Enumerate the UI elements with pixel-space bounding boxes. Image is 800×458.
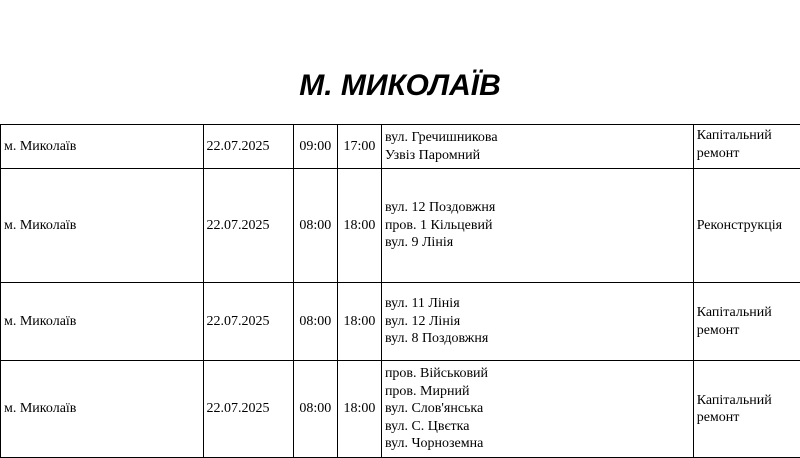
table-row [1, 361, 800, 458]
table-row [1, 283, 800, 361]
time-from-cell: 09:00 [293, 125, 337, 169]
date-cell: 22.07.2025 [203, 125, 293, 169]
street-item: вул. 12 Поздовжня [385, 199, 690, 217]
city-cell: м. Миколаїв [1, 169, 204, 283]
street-item: вул. С. Цвєтка [385, 418, 690, 436]
time-from-cell: 08:00 [293, 283, 337, 361]
work-type-cell: Капітальний ремонт [693, 283, 800, 361]
street-item: вул. 11 Лінія [385, 295, 690, 313]
work-type-cell: Капітальний ремонт [693, 125, 800, 169]
table-row [1, 169, 800, 283]
street-item: Узвіз Паромний [385, 147, 690, 165]
streets-cell [381, 361, 693, 458]
street-item: пров. 1 Кільцевий [385, 217, 690, 235]
city-cell: м. Миколаїв [1, 283, 204, 361]
street-item: вул. 12 Лінія [385, 313, 690, 331]
streets-cell [381, 169, 693, 283]
date-cell: 22.07.2025 [203, 361, 293, 458]
streets-cell [381, 125, 693, 169]
street-item: вул. 8 Поздовжня [385, 330, 690, 348]
street-item: вул. Гречишникова [385, 129, 690, 147]
date-cell: 22.07.2025 [203, 169, 293, 283]
time-to-cell: 18:00 [337, 169, 381, 283]
streets-cell [381, 283, 693, 361]
street-item: пров. Мирний [385, 383, 690, 401]
work-type-cell: Реконструкція [693, 169, 800, 283]
time-to-cell: 18:00 [337, 283, 381, 361]
time-to-cell: 18:00 [337, 361, 381, 458]
table-row [1, 125, 800, 169]
street-item: вул. 9 Лінія [385, 234, 690, 252]
city-cell: м. Миколаїв [1, 125, 204, 169]
street-item: пров. Військовий [385, 365, 690, 383]
time-from-cell: 08:00 [293, 361, 337, 458]
date-cell: 22.07.2025 [203, 283, 293, 361]
street-item: вул. Чорноземна [385, 435, 690, 453]
work-type-cell: Капітальний ремонт [693, 361, 800, 458]
page-title: М. МИКОЛАЇВ [0, 66, 800, 106]
street-item: вул. Слов'янська [385, 400, 690, 418]
outage-schedule-table [0, 124, 800, 458]
city-cell: м. Миколаїв [1, 361, 204, 458]
time-from-cell: 08:00 [293, 169, 337, 283]
time-to-cell: 17:00 [337, 125, 381, 169]
